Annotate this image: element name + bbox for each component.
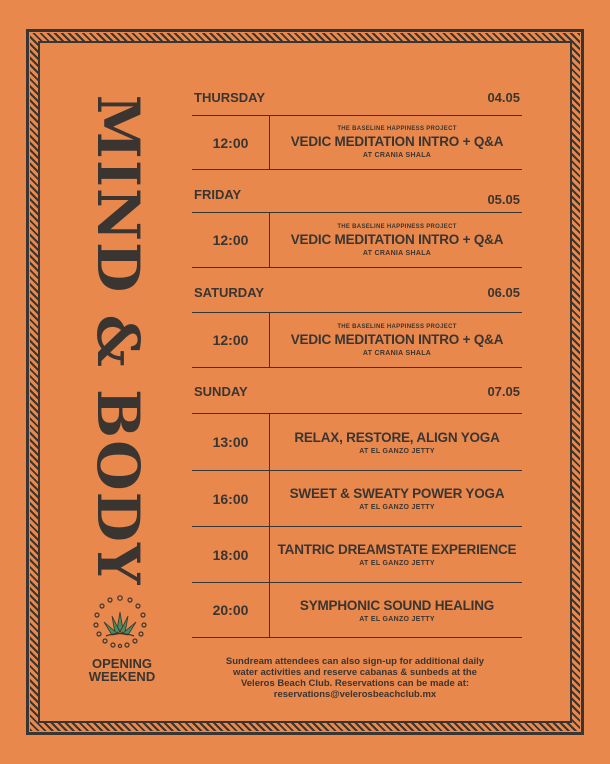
session-venue: AT CRANIA SHALA [362,152,432,159]
footer-line: water activities and reserve cabanas & sunbeds at the [233,667,477,678]
day-name: FRIDAY [194,187,242,202]
day-header [192,384,522,408]
session-host: THE BASELINE HAPPINESS PROJECT [337,126,457,132]
session-venue: AT EL GANZO JETTY [359,615,435,623]
session-venue: AT EL GANZO JETTY [359,504,435,511]
session-row [192,312,522,368]
day-date: 06.05 [487,285,520,300]
session-time: 13:00 [192,414,270,470]
session-time: 12:00 [192,213,270,267]
day-date: 07.05 [487,384,520,399]
opening-weekend-badge [76,657,168,683]
session-row [192,470,522,526]
session-time: 16:00 [192,471,270,526]
day-name: THURSDAY [194,90,266,105]
session-title: VEDIC MEDITATION INTRO + Q&A [290,134,504,149]
session-row [192,582,522,638]
footer-line: Sundream attendees can also sign-up for additional daily [225,656,485,667]
session-time: 12:00 [192,313,270,367]
session-time: 20:00 [192,583,270,637]
footer-line: Veleros Beach Club. Reservations can be made at: [240,678,470,689]
reservations-email[interactable]: reservations@velerosbeachclub.mx [273,689,437,700]
day-date: 04.05 [487,90,520,105]
session-title: RELAX, RESTORE, ALIGN YOGA [294,429,500,445]
session-venue: AT EL GANZO JETTY [359,560,435,567]
day-name: SATURDAY [194,285,265,300]
session-venue: AT CRANIA SHALA [362,349,432,357]
session-host: THE BASELINE HAPPINESS PROJECT [337,323,457,330]
session-title: TANTRIC DREAMSTATE EXPERIENCE [277,542,517,557]
session-row [192,212,522,268]
footer-note [205,656,505,700]
session-venue: AT CRANIA SHALA [362,249,432,257]
vertical-title: MIND & BODY [84,94,152,586]
session-title: VEDIC MEDITATION INTRO + Q&A [290,331,504,347]
session-title: SWEET & SWEATY POWER YOGA [289,486,505,501]
session-row [192,526,522,582]
session-host: THE BASELINE HAPPINESS PROJECT [337,223,457,230]
day-date: 05.05 [487,192,520,207]
day-name: SUNDAY [194,384,248,399]
day-header [192,90,522,114]
badge-line: OPENING [92,656,152,671]
session-title: VEDIC MEDITATION INTRO + Q&A [290,231,504,247]
session-row [192,115,522,170]
session-venue: AT EL GANZO JETTY [359,447,435,455]
session-time: 12:00 [192,116,270,169]
day-header [192,187,522,211]
session-time: 18:00 [192,527,270,582]
day-header [192,285,522,309]
badge-line: WEEKEND [88,669,156,684]
session-row [192,413,522,470]
session-title: SYMPHONIC SOUND HEALING [299,597,495,613]
agave-sun-logo-icon [90,590,150,650]
